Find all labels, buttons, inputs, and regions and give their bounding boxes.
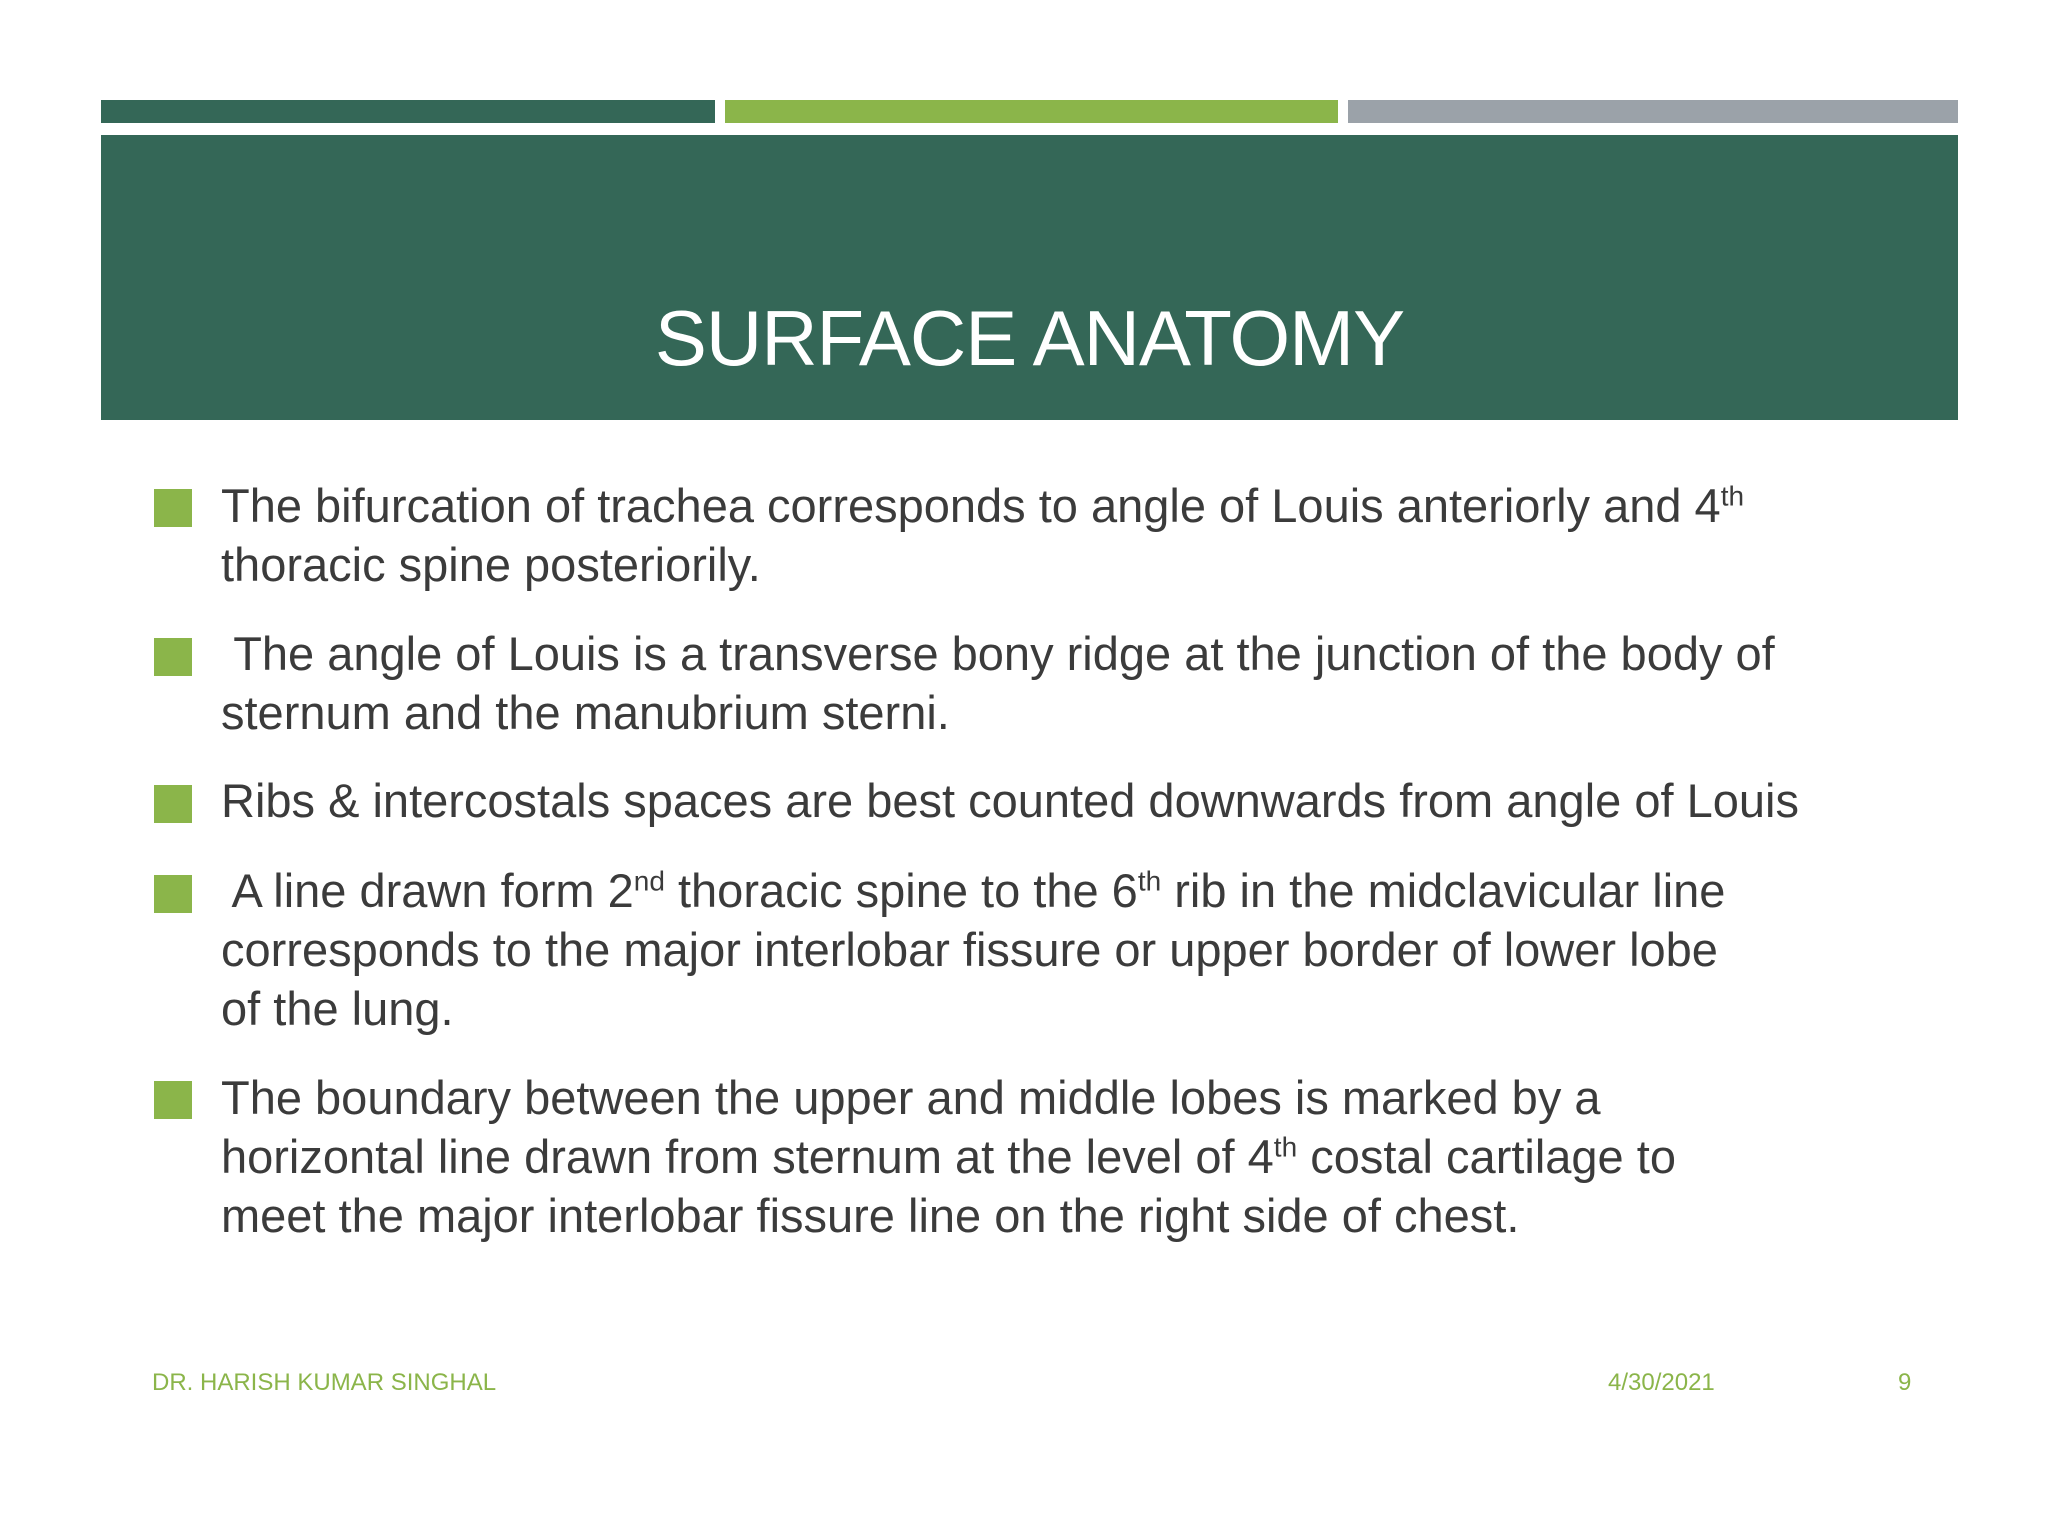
bullet-marker xyxy=(154,785,192,823)
bullet-marker xyxy=(154,638,192,676)
superscript: nd xyxy=(633,865,665,897)
bullet-text: The angle of Louis is a transverse bony ridge at the junction of the body of xyxy=(221,627,1775,680)
bullet-text: The boundary between the upper and middle lobes is marked by a xyxy=(221,1071,1601,1124)
bullet-item-5 xyxy=(221,1068,1901,1245)
bullet-text: horizontal line drawn from sternum at the level of 4 xyxy=(221,1130,1274,1183)
bullet-item-2 xyxy=(221,624,1901,742)
slide-number: 9 xyxy=(1898,1369,1912,1396)
bullet-marker xyxy=(154,1081,192,1119)
footer-date: 4/30/2021 xyxy=(1608,1369,1715,1396)
bullet-text: of the lung. xyxy=(221,982,454,1035)
bullet-item-4 xyxy=(221,861,1901,1038)
bullet-text: Ribs & intercostals spaces are best counted downwards from angle of Louis xyxy=(221,774,1799,827)
bullet-text: meet the major interlobar fissure line on the right side of chest. xyxy=(221,1189,1520,1242)
bullet-text: corresponds to the major interlobar fissure or upper border of lower lobe xyxy=(221,923,1718,976)
bullet-text: costal cartilage to xyxy=(1297,1130,1676,1183)
bullet-item-3 xyxy=(221,771,1901,830)
superscript: th xyxy=(1720,480,1745,512)
bullet-text: rib in the midclavicular line xyxy=(1161,864,1726,917)
superscript: th xyxy=(1137,865,1162,897)
slide-title: SURFACE ANATOMY xyxy=(654,294,1405,382)
bullet-text: sternum and the manubrium sterni. xyxy=(221,686,950,739)
bullet-marker xyxy=(154,489,192,527)
bullet-item-1 xyxy=(221,476,1901,594)
footer-author: DR. HARISH KUMAR SINGHAL xyxy=(152,1369,497,1396)
bullet-text: A line drawn form 2 xyxy=(221,864,634,917)
bullet-text: The bifurcation of trachea corresponds to angle of Louis anteriorly and 4 xyxy=(221,479,1721,532)
bullet-text: thoracic spine posteriorily. xyxy=(221,538,761,591)
bullet-marker xyxy=(154,875,192,913)
bullet-text: thoracic spine to the 6 xyxy=(664,864,1138,917)
superscript: th xyxy=(1273,1131,1298,1163)
